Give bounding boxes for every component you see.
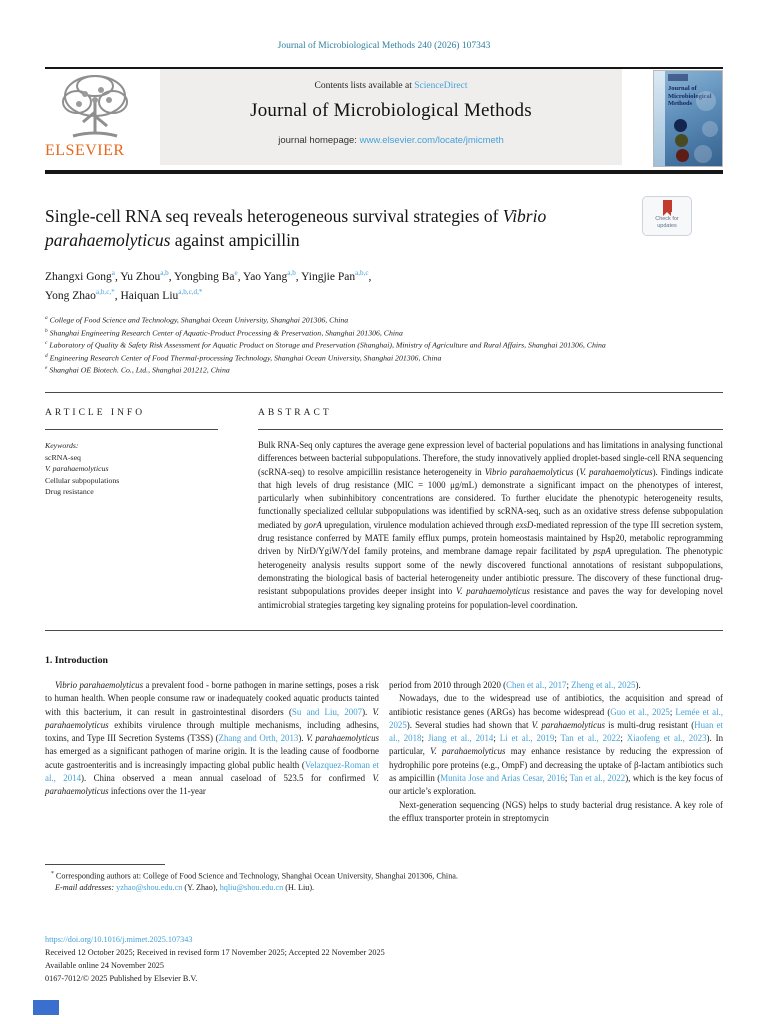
intro-paragraph: Nowadays, due to the widespread use of antibiotics, the acquisition and spread of antibiotic resistance genes (ARGs) has become widespread (Guo et al., 2025; Lemée et al., 2025). Several studies had shown that V. parahaemolyticus is multi-drug resistant (Huan et al., 2018; Jiang et al., 2014; Li et al., 2019; Tan et al., 2022; Xiaofeng et al., 2023). In particular, V. parahaemolyticus may enhance resistance by reducing the expression of hydrophilic pore proteins (e.g., OmpF) and decreasing the uptake of β-lactam antibiotics such as ampicillin (Munita Jose and Arias Cesar, 2016; Tan et al., 2022), which is the key focus of our article’s exploration. (389, 693, 724, 797)
issn-copyright-line: 0167-7012/© 2025 Published by Elsevier B.V. (45, 974, 198, 983)
affiliation-line: $^c$ Laboratory of Quality & Safety Risk Assessment for Aquatic Product on Storage and Preservation (Shanghai), Ministry of Agriculture and Rural Affairs, Shanghai 201306, China (45, 340, 606, 350)
author-line-1: Zhangxi Gong$^a$, Yu Zhou$^{a,b}$, Yongbing Ba$^e$, Yao Yang$^{a,b}$, Yingjie Pan$^{a,b,c}$, (45, 269, 372, 283)
citation-link[interactable]: Velazquez-Roman et al., 2014 (45, 759, 379, 784)
footnote-star: * (51, 871, 54, 877)
affiliation-sup: b (45, 327, 48, 334)
cover-bubble (694, 145, 712, 163)
journal-title: Journal of Microbiological Methods (250, 100, 532, 121)
doi-link[interactable]: https://doi.org/10.1016/j.mimet.2025.107343 (45, 935, 193, 944)
article-title: Single-cell RNA seq reveals heterogeneous survival strategies of Vibrio parahaemolyticus against ampicillin (45, 206, 547, 250)
journal-homepage-link[interactable]: www.elsevier.com/locate/jmicmeth (359, 135, 504, 146)
keyword-item: Cellular subpopulations (45, 475, 120, 485)
check-for-updates-badge[interactable] (642, 196, 692, 236)
email-addresses-line: E-mail addresses: yzhao@shou.edu.cn (Y. Zhao), hqliu@shou.edu.cn (H. Liu). (55, 883, 315, 893)
author-line-2: Yong Zhao$^{a,b,c,*}$, Haiquan Liu$^{a,b,c,d,*}$ (45, 288, 203, 303)
citation-link[interactable]: Jiang et al., 2014 (427, 733, 494, 744)
keywords-block (45, 440, 225, 498)
affiliation-sup: a (45, 315, 48, 321)
corresponding-author-note: * Corresponding authors at: College of Food Science and Technology, Shanghai Ocean University, Shanghai 201306, China. (51, 871, 458, 881)
affiliation-sup: c (45, 340, 48, 347)
cover-title-text: Journal of Microbiological Methods (668, 85, 712, 107)
journal-header-panel (160, 69, 622, 165)
available-online-line: Available online 24 November 2025 (45, 961, 164, 970)
cover-bubble (696, 91, 716, 111)
affiliations-block (45, 313, 685, 376)
intro-paragraph: Next-generation sequencing (NGS) helps to study bacterial drug resistance. A key role of the efflux transporter protein in streptomycin (389, 799, 723, 823)
section-divider-rule (45, 392, 723, 393)
journal-citation-line: Journal of Microbiological Methods 240 (2026) 107343 (277, 41, 491, 51)
cover-issn-block (668, 74, 688, 81)
bottom-left-blue-mark (33, 1000, 59, 1015)
abstract-text: Bulk RNA-Seq only captures the average gene expression level of bacterial populations and has limitations in analysing functional differences between bacterial subpopulations. Therefore, the study innovatively applied droplet-based single-cell RNA sequencing (scRNA-seq) to resolve ampicillin resistance heterogeneity in Vibrio parahaemolyticus (V. parahaemolyticus). Findings indicate that high levels of drug resistance (MIC = 1000 μg/mL) demonstrate a significant impact on the phenotypes of interest, particularly when subinhibitory concentrations are considered. To further elucidate the phenotypic heterogeneity results, functionally specialized cellular subpopulations was identified by scRNA-seq, such as an oxidative stress defense subpopulation mediated by gorA upregulation, virulence modulation achieved through exsD-mediated repression of the type III secretion system, drug resistance conferred by MATE family efflux pumps, protein homeostasis maintained by Hsp20, metabolic reprogramming driven by NirD/YgiW/YdeI family proteins, and membrane damage repair facilitated by pspA upregulation. The phenotypic heterogeneity analysis results support some of the newly discovered functional annotations of resistant subpopulations, demonstrating the biological basis of bacterial heterogeneity under antibiotic pressure. The discovery of these functional drug-resistant subpopulations provides deeper insight into V. parahaemolyticus resistance and paves the way for developing novel antimicrobial strategies targeting key signaling proteins for population-level coordination. (258, 440, 723, 610)
keyword-item: Drug resistance (45, 487, 94, 496)
citation-link[interactable]: Zheng et al., 2025 (571, 680, 636, 690)
check-for-updates-label: Check for updates (655, 216, 679, 229)
citation-link[interactable]: Munita Jose and Arias Cesar, 2016 (440, 773, 565, 784)
journal-cover-thumbnail[interactable] (653, 70, 723, 167)
article-info-heading: ARTICLE INFO (45, 408, 146, 418)
email-link-hqliu[interactable]: hqliu@shou.edu.cn (219, 883, 284, 893)
citation-link[interactable]: Huan et al., 2018 (389, 719, 723, 744)
citation-link[interactable]: Lemée et al., 2025 (389, 706, 723, 730)
cover-circle-red (676, 149, 689, 162)
introduction-heading: 1. Introduction (45, 655, 108, 666)
citation-link[interactable]: Zhang and Orth, 2013 (218, 733, 299, 744)
homepage-prefix: journal homepage: (278, 135, 360, 146)
cover-left-stripe (654, 71, 665, 166)
elsevier-tree-icon (53, 72, 137, 142)
affiliation-line: $^a$ College of Food Science and Technology, Shanghai Ocean University, Shanghai 201306, China (45, 315, 349, 325)
cover-circle-navy (674, 119, 687, 132)
intro-paragraph: Vibrio parahaemolyticus a prevalent food - borne pathogen in marine settings, poses a risk to human health. When people consume raw or inadequately cooked aquatic products tainted with this bacterium, it can result in gastrointestinal disorders (Su and Liu, 2007). V. parahaemolyticus exhibits virulence through multiple mechanisms, including adhesins, toxins, and Type III Secretion Systems (T3SS) (Zhang and Orth, 2013). V. parahaemolyticus has emerged as a significant pathogen of marine origin. It is the leading cause of foodborne acute gastroenteritis and is increasingly impacting global public health (Velazquez-Roman et al., 2014). China observed a mean annual caseload of 523.5 for confirmed V. parahaemolyticus infections over the 11-year (45, 680, 379, 797)
affiliation-sup: d (45, 352, 48, 359)
intro-paragraph: period from 2010 through 2020 (Chen et al., 2017; Zheng et al., 2025). (389, 680, 641, 690)
received-dates-line: Received 12 October 2025; Received in revised form 17 November 2025; Accepted 22 November 2025 (45, 948, 385, 957)
email-label: E-mail addresses: (55, 883, 117, 893)
journal-homepage-line (160, 135, 622, 146)
sciencedirect-link[interactable]: ScienceDirect (414, 81, 468, 91)
email-link-yzhao[interactable]: yzhao@shou.edu.cn (116, 883, 183, 893)
affiliation-line: $^e$ Shanghai OE Biotech. Co., Ltd., Shanghai 201212, China (45, 365, 230, 375)
footnote-rule (45, 864, 165, 865)
keywords-label: Keywords: (45, 441, 79, 450)
citation-link[interactable]: Tan et al., 2022 (569, 773, 626, 784)
abstract-bottom-rule (45, 630, 723, 631)
author-list (45, 266, 645, 305)
keyword-item: scRNA-seq (45, 452, 81, 462)
affiliation-line: $^d$ Engineering Research Center of Food Thermal-processing Technology, Shanghai Ocean University, Shanghai 201306, China (45, 352, 442, 363)
citation-link[interactable]: Chen et al., 2017 (506, 680, 567, 690)
cover-circle-olive (675, 134, 688, 147)
contents-list-line (160, 81, 622, 91)
article-info-rule (45, 429, 218, 430)
citation-link[interactable]: Guo et al., 2025 (610, 706, 670, 717)
intro-column-right (389, 679, 723, 825)
citation-link[interactable]: Xiaofeng et al., 2023 (626, 733, 707, 744)
intro-column-left (45, 679, 379, 799)
abstract-rule (258, 429, 723, 430)
affiliation-sup: e (45, 365, 48, 372)
crossmark-ribbon-icon (663, 200, 672, 212)
citation-link[interactable]: Li et al., 2019 (499, 733, 555, 744)
citation-link[interactable]: Su and Liu, 2007 (291, 706, 363, 717)
abstract-heading: ABSTRACT (258, 408, 332, 418)
elsevier-wordmark: ELSEVIER (45, 142, 125, 159)
affiliation-line: $^b$ Shanghai Engineering Research Center of Aquatic-Product Processing & Preservation, Shanghai 201306, China (45, 327, 403, 338)
footnote-block (45, 869, 723, 894)
cover-bubble (702, 121, 718, 137)
elsevier-logo[interactable] (45, 72, 157, 166)
citation-link[interactable]: Tan et al., 2022 (560, 733, 621, 744)
keyword-item: V. parahaemolyticus (45, 464, 109, 473)
header-bottom-rule (45, 170, 723, 174)
contents-prefix: Contents lists available at (314, 81, 415, 91)
